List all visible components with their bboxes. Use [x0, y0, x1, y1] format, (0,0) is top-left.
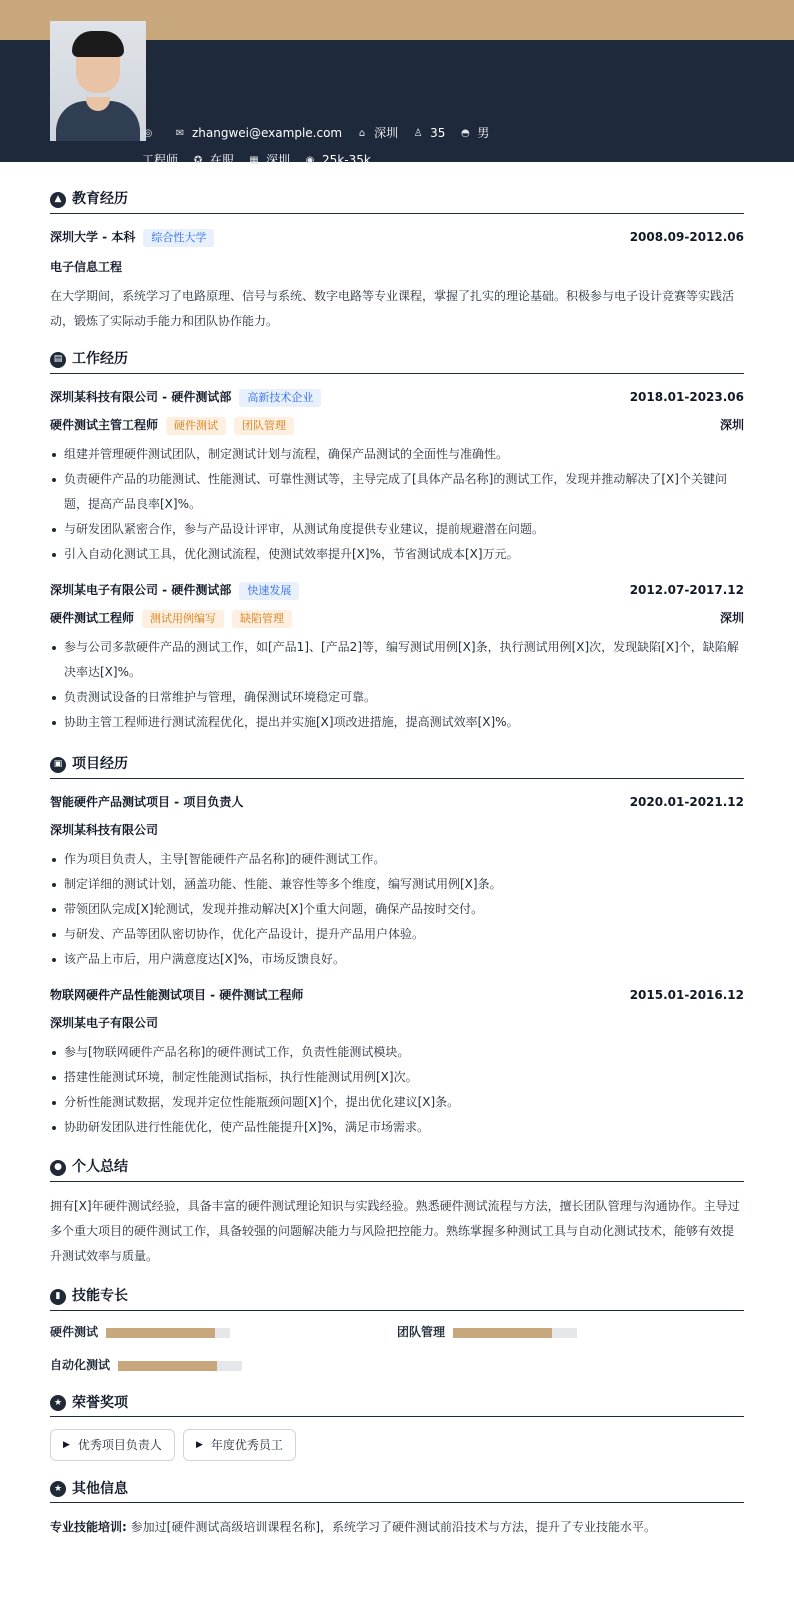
company-tag: 快速发展	[239, 582, 299, 600]
school-name: 深圳大学 - 本科	[50, 230, 136, 245]
project-date: 2015.01-2016.12	[629, 988, 744, 1003]
skill-item	[50, 1323, 397, 1342]
section-title: 教育经历	[72, 191, 128, 208]
list-item: 与研发、产品等团队密切协作，优化产品设计，提升产品用户体验。	[50, 922, 744, 947]
section-title: 工作经历	[72, 351, 128, 368]
list-item: 引入自动化测试工具，优化测试流程，使测试效率提升[X]%，节省测试成本[X]万元。	[50, 542, 744, 567]
section-title: 项目经历	[72, 756, 128, 773]
salary: 25k-35k	[322, 153, 371, 167]
profile-header	[0, 40, 794, 167]
skill-tag: 团队管理	[234, 417, 294, 435]
phone-icon: ◎	[143, 127, 153, 139]
briefcase-icon: ▤	[50, 352, 66, 368]
city: 深圳	[374, 126, 399, 140]
skill-tag: 缺陷管理	[232, 610, 292, 628]
skill-bar	[453, 1328, 577, 1338]
list-item: 协助研发团队进行性能优化，使产品性能提升[X]%，满足市场需求。	[50, 1115, 744, 1140]
award-name: 优秀项目负责人	[77, 1437, 162, 1452]
skill-name: 团队管理	[397, 1325, 446, 1339]
project-name: 智能硬件产品测试项目 - 项目负责人	[50, 795, 244, 810]
list-item: 负责测试设备的日常维护与管理，确保测试环境稳定可靠。	[50, 685, 744, 710]
company-tag: 高新技术企业	[239, 389, 321, 407]
list-item: 负责硬件产品的功能测试、性能测试、可靠性测试等，主导完成了[具体产品名称]的测试工作，发现并推动解决了[X]个关键问题，提高产品良率[X]%。	[50, 467, 744, 517]
user-icon: ●	[50, 1160, 66, 1176]
position: 硬件测试工程师	[50, 611, 135, 626]
list-item: 该产品上市后，用户满意度达[X]%，市场反馈良好。	[50, 947, 744, 972]
work-city: 深圳	[266, 153, 291, 167]
triangle-icon: ▶	[195, 1440, 203, 1451]
home-icon: ⌂	[358, 127, 366, 139]
award-badge	[50, 1429, 175, 1461]
section-title: 荣誉奖项	[72, 1394, 128, 1411]
position: 硬件测试主管工程师	[50, 418, 159, 433]
list-item: 协助主管工程师进行测试流程优化，提出并实施[X]项改进措施，提高测试效率[X]%。	[50, 710, 744, 735]
skill-bar	[106, 1328, 230, 1338]
age: 35	[430, 126, 446, 140]
contact-line	[142, 124, 503, 143]
gender: 男	[477, 126, 490, 140]
triangle-icon: ▶	[63, 1440, 70, 1451]
school-tag: 综合性大学	[143, 229, 214, 247]
status: 在职	[210, 153, 235, 167]
medal-icon: ★	[50, 1481, 66, 1497]
education-date: 2008.09-2012.06	[629, 230, 744, 245]
list-item: 作为项目负责人，主导[智能硬件产品名称]的硬件测试工作。	[50, 847, 744, 872]
summary-text: 拥有[X]年硬件测试经验，具备丰富的硬件测试理论知识与实践经验。熟悉硬件测试流程与方法，擅长团队管理与沟通协作。主导过多个重大项目的硬件测试工作，具备较强的问题解决能力与风险把控能力。熟练掌握多种测试工具与自动化测试技术，能够有效提升测试效率与质量。	[50, 1199, 740, 1263]
other-text: 参加过[硬件测试高级培训课程名称]，系统学习了硬件测试前沿技术与方法，提升了专业技能水平。	[130, 1520, 657, 1535]
project-company: 深圳某科技有限公司	[50, 823, 159, 838]
skill-fill	[118, 1361, 217, 1371]
awards-section	[50, 1389, 744, 1461]
list-item: 搭建性能测试环境，制定性能测试指标，执行性能测试用例[X]次。	[50, 1065, 744, 1090]
building-icon: ▦	[249, 154, 259, 166]
list-item: 与研发团队紧密合作，参与产品设计评审，从测试角度提供专业建议，提前规避潜在问题。	[50, 517, 744, 542]
section-title: 技能专长	[72, 1288, 128, 1305]
section-title: 个人总结	[72, 1159, 128, 1176]
list-item: 分析性能测试数据，发现并定位性能瓶颈问题[X]个，提出优化建议[X]条。	[50, 1090, 744, 1115]
salary-icon: ◉	[305, 154, 315, 166]
avatar	[50, 21, 146, 141]
project-entry	[50, 791, 744, 972]
work-date: 2018.01-2023.06	[629, 390, 744, 405]
skill-name: 自动化测试	[50, 1358, 111, 1373]
job-line	[142, 151, 385, 170]
status-icon: ✪	[193, 154, 203, 166]
graduation-cap-icon: ▲	[50, 192, 66, 208]
work-section	[50, 346, 744, 735]
list-item: 带领团队完成[X]轮测试，发现并推动解决[X]个重大问题，确保产品按时交付。	[50, 897, 744, 922]
project-company: 深圳某电子有限公司	[50, 1016, 159, 1031]
list-item: 制定详细的测试计划，涵盖功能、性能、兼容性等多个维度，编写测试用例[X]条。	[50, 872, 744, 897]
list-item: 组建并管理硬件测试团队，制定测试计划与流程，确保产品测试的全面性与准确性。	[50, 442, 744, 467]
skill-name: 硬件测试	[50, 1325, 99, 1339]
skill-fill	[453, 1328, 552, 1338]
summary-section	[50, 1154, 744, 1269]
skill-tag: 硬件测试	[166, 417, 226, 435]
email-icon: ✉	[175, 127, 185, 139]
company-name: 深圳某科技有限公司 - 硬件测试部	[50, 390, 232, 405]
skill-fill	[106, 1328, 215, 1338]
education-desc: 在大学期间，系统学习了电路原理、信号与系统、数字电路等专业课程，掌握了扎实的理论基础。积极参与电子设计竞赛等实践活动，锻炼了实际动手能力和团队协作能力。	[50, 289, 735, 328]
major: 电子信息工程	[50, 260, 123, 275]
other-section	[50, 1475, 744, 1540]
work-location: 深圳	[719, 418, 744, 433]
projects-section	[50, 751, 744, 1140]
education-section	[50, 186, 744, 334]
work-date: 2012.07-2017.12	[629, 583, 744, 598]
chart-icon: ▮	[50, 1289, 66, 1305]
list-item: 参与[物联网硬件产品名称]的硬件测试工作，负责性能测试模块。	[50, 1040, 744, 1065]
other-info	[50, 1515, 744, 1540]
section-title: 其他信息	[72, 1480, 128, 1497]
job-title: 工程师	[142, 153, 179, 167]
grid-icon: ▣	[50, 757, 66, 773]
work-entry	[50, 579, 744, 735]
work-location: 深圳	[719, 611, 744, 626]
company-name: 深圳某电子有限公司 - 硬件测试部	[50, 583, 232, 598]
project-name: 物联网硬件产品性能测试项目 - 硬件测试工程师	[50, 988, 304, 1003]
award-name: 年度优秀员工	[210, 1437, 283, 1452]
medal-icon: ★	[50, 1395, 66, 1411]
project-entry	[50, 984, 744, 1140]
gender-icon: ◓	[461, 127, 470, 139]
cake-icon: ♙	[413, 127, 423, 139]
work-entry	[50, 386, 744, 567]
list-item: 参与公司多款硬件产品的测试工作，如[产品1]、[产品2]等，编写测试用例[X]条，执行测试用例[X]次，发现缺陷[X]个，缺陷解决率达[X]%。	[50, 635, 744, 685]
skills-section	[50, 1283, 744, 1375]
skill-bar	[118, 1361, 242, 1371]
skill-item	[50, 1356, 397, 1375]
skill-item	[397, 1323, 744, 1342]
skill-tag: 测试用例编写	[142, 610, 224, 628]
award-badge	[183, 1429, 296, 1461]
email: zhangwei@example.com	[192, 126, 343, 140]
project-date: 2020.01-2021.12	[629, 795, 744, 810]
other-label: 专业技能培训:	[50, 1520, 127, 1535]
